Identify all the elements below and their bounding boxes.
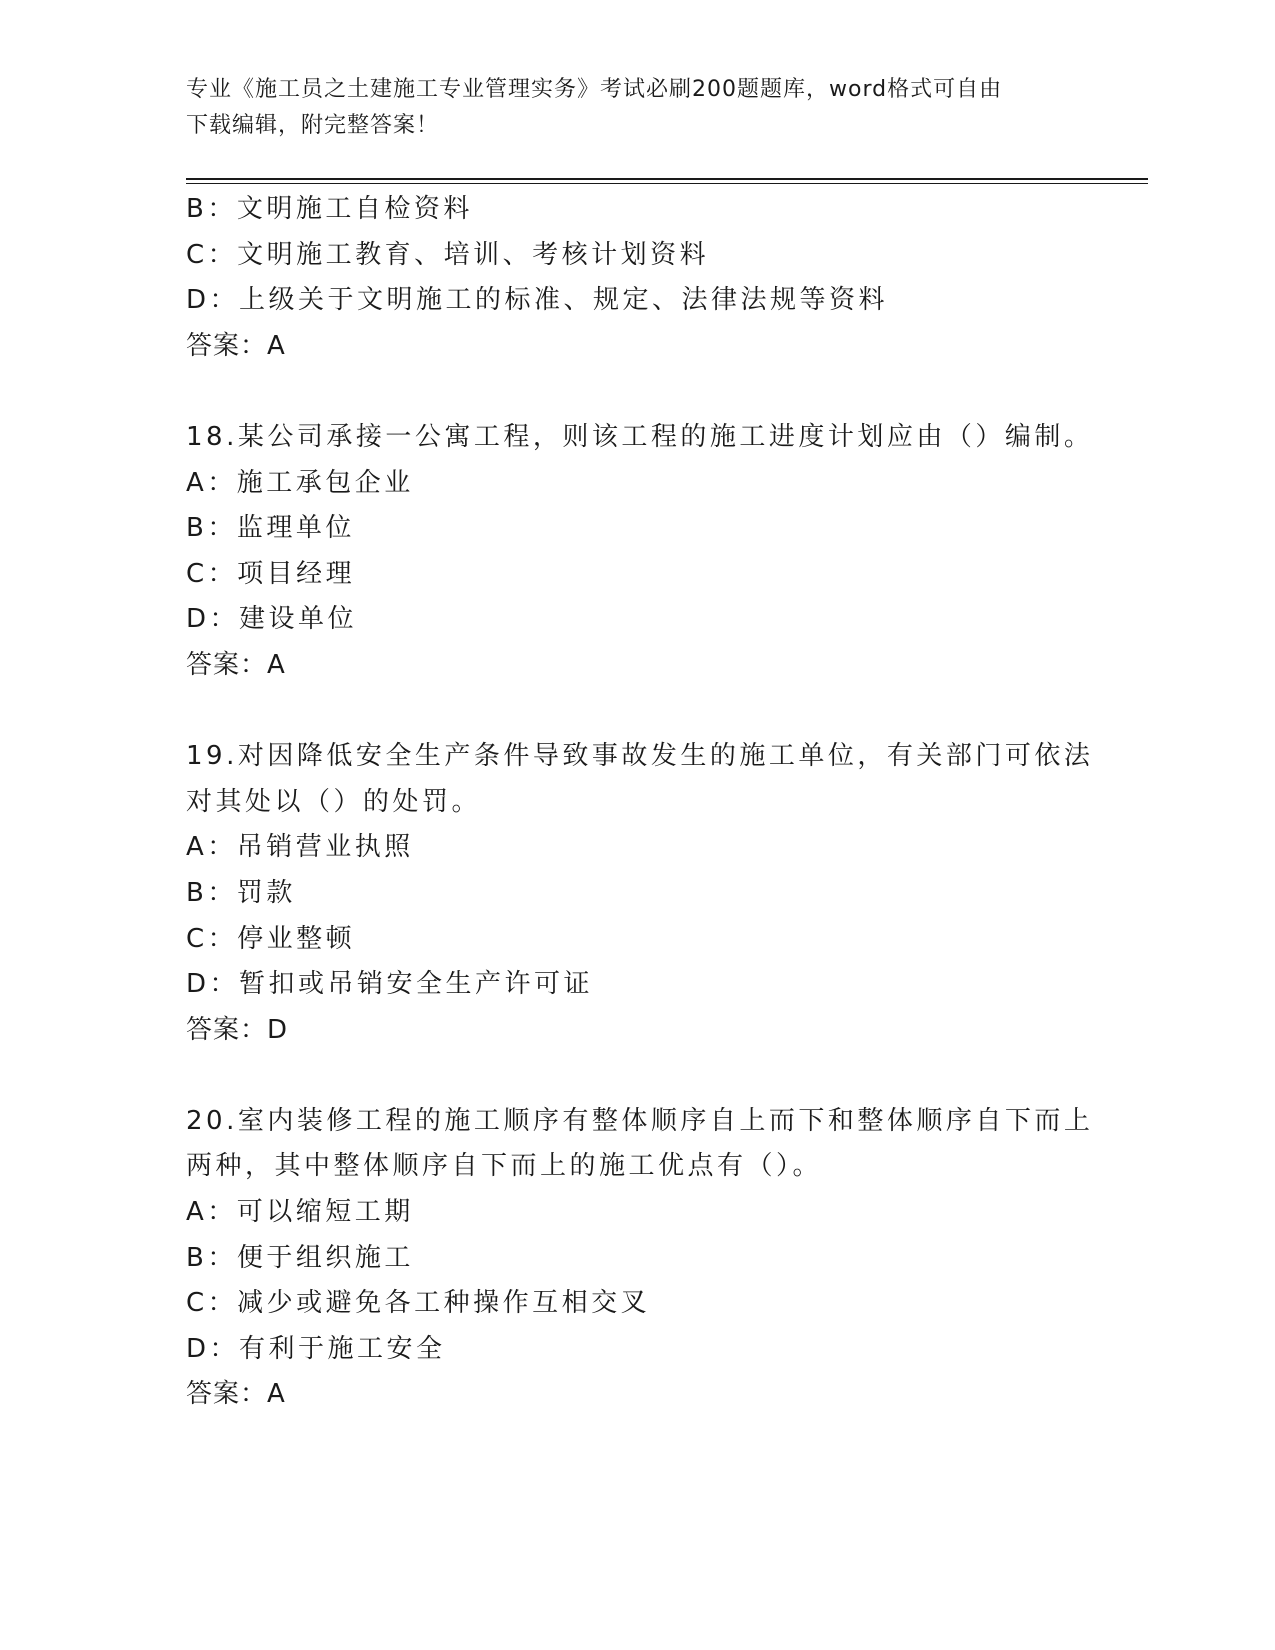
question-spacer xyxy=(186,1053,1086,1099)
header-title-line-2: 下载编辑，附完整答案！ xyxy=(186,113,440,138)
q19-option-d: D：暂扣或吊销安全生产许可证 xyxy=(186,969,594,1000)
q18-option-a: A：施工承包企业 xyxy=(186,467,414,498)
q20-stem-line-1: 20.室内装修工程的施工顺序有整体顺序自上而下和整体顺序自下而上 xyxy=(186,1105,1094,1136)
q20-option-c: C：减少或避免各工种操作互相交叉 xyxy=(186,1288,651,1319)
q20-answer: 答案：A xyxy=(186,1379,286,1410)
question-list xyxy=(186,187,1094,1418)
q18-option-d: D：建设单位 xyxy=(186,604,358,635)
q19-stem-line-2: 对其处以（）的处罚。 xyxy=(186,786,482,817)
header-divider-thick xyxy=(186,178,1148,180)
q20-option-d: D：有利于施工安全 xyxy=(186,1333,446,1364)
q20-option-a: A：可以缩短工期 xyxy=(186,1197,414,1228)
q17-option-d: D：上级关于文明施工的标准、规定、法律法规等资料 xyxy=(186,285,889,316)
q19-option-b: B：罚款 xyxy=(186,877,296,908)
q17-option-c: C：文明施工教育、培训、考核计划资料 xyxy=(186,239,710,270)
question-19 xyxy=(186,734,1094,1053)
question-17 xyxy=(186,187,1086,369)
q20-option-b: B：便于组织施工 xyxy=(186,1242,414,1273)
q20-stem-line-2: 两种，其中整体顺序自下而上的施工优点有（）。 xyxy=(186,1151,823,1182)
question-20 xyxy=(186,1099,1094,1418)
q18-option-c: C：项目经理 xyxy=(186,558,356,589)
document-header xyxy=(186,72,1076,144)
q19-stem-line-1: 19.对因降低安全生产条件导致事故发生的施工单位，有关部门可依法 xyxy=(186,741,1094,772)
question-18 xyxy=(186,415,1094,689)
question-spacer xyxy=(186,689,1086,735)
q19-option-a: A：吊销营业执照 xyxy=(186,832,414,863)
header-title-line-1: 专业《施工员之土建施工专业管理实务》考试必刷200题题库，word格式可自由 xyxy=(186,77,1003,102)
q19-answer: 答案：D xyxy=(186,1014,289,1045)
q19-option-c: C：停业整顿 xyxy=(186,923,356,954)
q18-stem: 18.某公司承接一公寓工程，则该工程的施工进度计划应由（）编制。 xyxy=(186,421,1094,452)
q17-answer: 答案：A xyxy=(186,330,286,361)
q17-option-b: B：文明施工自检资料 xyxy=(186,194,473,224)
q18-option-b: B：监理单位 xyxy=(186,513,355,544)
q18-answer: 答案：A xyxy=(186,649,286,680)
question-spacer xyxy=(186,369,1086,415)
header-divider-thin xyxy=(186,183,1148,184)
